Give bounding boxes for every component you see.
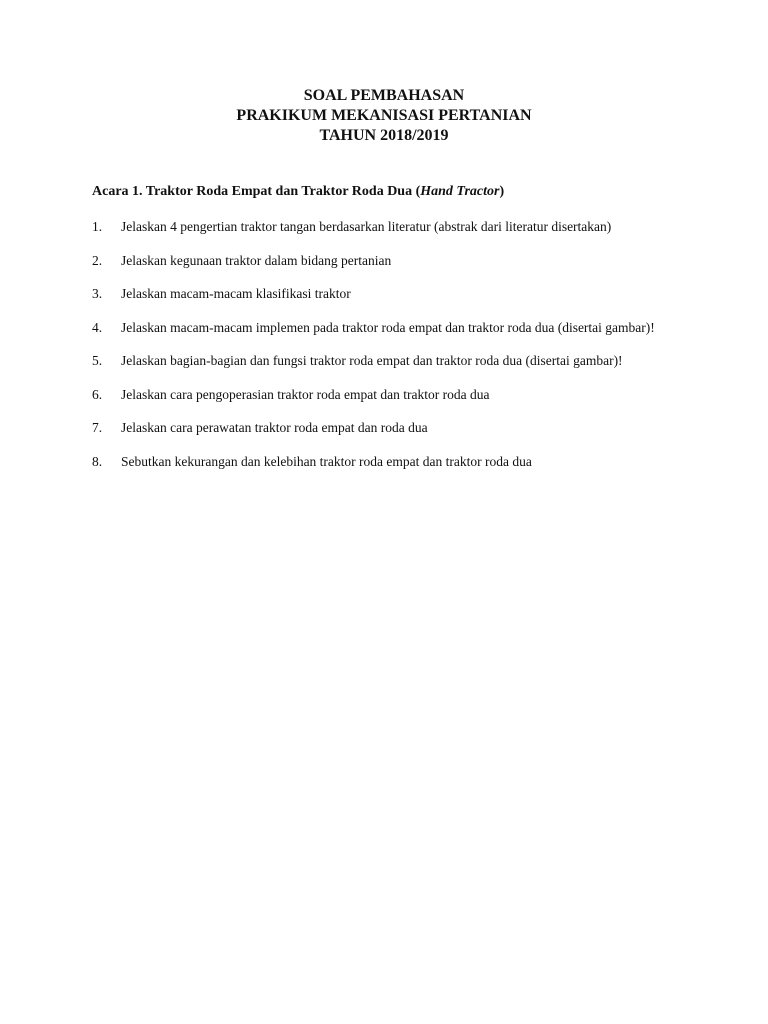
question-list xyxy=(92,218,712,486)
title-line-3: TAHUN 2018/2019 xyxy=(319,127,449,144)
section-heading-suffix: ) xyxy=(499,184,505,199)
question-number: 2. xyxy=(92,252,103,268)
question-number: 1. xyxy=(92,219,103,234)
question-text: Jelaskan bagian-bagian dan fungsi traktor roda empat dan traktor roda dua (disertai gambar)! xyxy=(121,353,623,368)
question-item xyxy=(92,419,712,436)
question-item xyxy=(92,453,712,470)
question-text: Jelaskan cara perawatan traktor roda empat dan roda dua xyxy=(121,420,428,435)
question-number: 6. xyxy=(92,386,103,402)
question-text: Sebutkan kekurangan dan kelebihan traktor roda empat dan traktor roda dua xyxy=(121,453,532,469)
question-item xyxy=(92,352,712,369)
question-item xyxy=(92,386,712,403)
question-number: 3. xyxy=(92,286,103,301)
section-heading-prefix: Acara 1. Traktor Roda Empat dan Traktor Roda Dua ( xyxy=(92,184,421,199)
question-number: 7. xyxy=(92,420,103,435)
question-text: Jelaskan macam-macam implemen pada traktor roda empat dan traktor roda dua (disertai gambar)! xyxy=(121,319,655,335)
section-heading xyxy=(92,183,504,201)
question-item xyxy=(92,319,712,336)
question-number: 8. xyxy=(92,453,103,469)
question-item xyxy=(92,218,712,235)
section-heading-italic: Hand Tractor xyxy=(420,184,500,199)
question-text: Jelaskan macam-macam klasifikasi traktor xyxy=(121,286,351,301)
question-number: 5. xyxy=(92,353,103,368)
question-item xyxy=(92,252,712,269)
title-line-1: SOAL PEMBAHASAN xyxy=(303,87,465,104)
title-line-2: PRAKIKUM MEKANISASI PERTANIAN xyxy=(236,107,532,124)
question-text: Jelaskan 4 pengertian traktor tangan berdasarkan literatur (abstrak dari literatur disertakan) xyxy=(121,219,612,234)
question-text: Jelaskan cara pengoperasian traktor roda empat dan traktor roda dua xyxy=(121,386,490,402)
question-item xyxy=(92,285,712,302)
document-title xyxy=(0,86,768,146)
question-text: Jelaskan kegunaan traktor dalam bidang pertanian xyxy=(121,252,392,268)
question-number: 4. xyxy=(92,319,103,335)
